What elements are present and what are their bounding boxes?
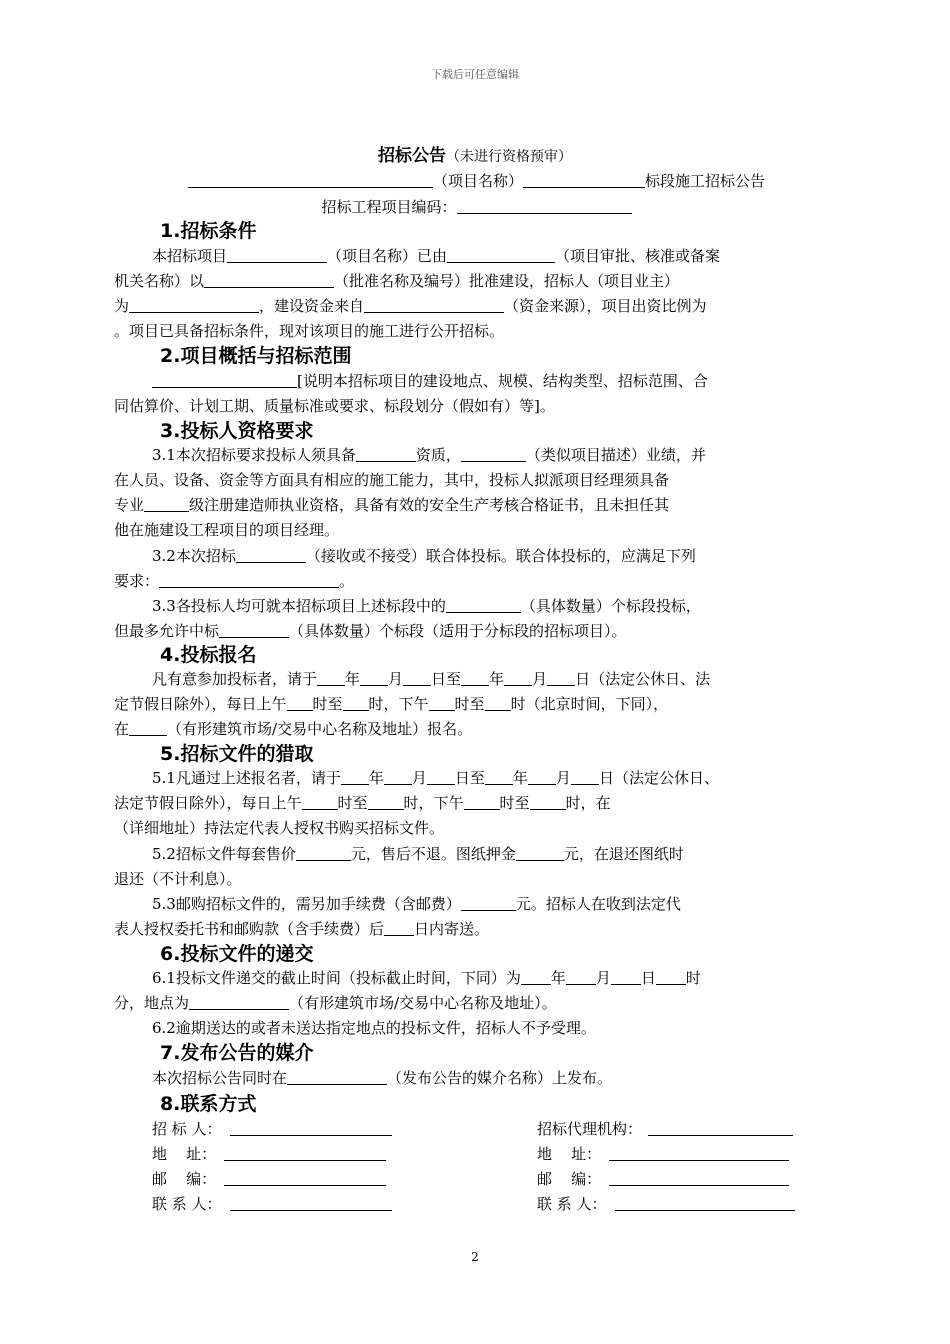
t: 元。招标人在收到法定代 — [515, 895, 681, 913]
blank — [516, 844, 564, 861]
t: 日 — [640, 969, 656, 987]
s5-p3-line-1 — [114, 894, 839, 914]
blank — [230, 1119, 392, 1136]
contact-right-3 — [537, 1169, 789, 1189]
blank — [236, 546, 306, 563]
subtitle-a: （项目名称） — [432, 172, 523, 190]
blank — [360, 669, 388, 686]
s3-p1-line-1 — [114, 445, 839, 465]
s1-line-4: 。项目已具备招标条件，现对该项目的施工进行公开招标。 — [114, 322, 505, 340]
t: 机关名称）以 — [114, 272, 205, 290]
page-header: 下载后可任意编辑 — [431, 68, 519, 81]
t: 要求： — [114, 572, 160, 590]
blank — [447, 246, 555, 263]
blank — [129, 296, 259, 313]
subtitle-b: 标段施工招标公告 — [645, 172, 766, 190]
t: 法定节假日除外），每日上午 — [114, 794, 302, 812]
section-8-heading: 8.联系方式 — [160, 1093, 257, 1115]
t: 邮 编： — [537, 1170, 602, 1188]
section-6-heading: 6.投标文件的递交 — [160, 943, 314, 965]
contact-right-2 — [537, 1144, 789, 1164]
section-3-heading: 3.投标人资格要求 — [160, 420, 314, 442]
t: 日内寄送。 — [414, 920, 490, 938]
notice-title — [0, 141, 950, 166]
blank — [159, 571, 339, 588]
blank — [485, 768, 513, 785]
t: 5.1凡通过上述报名者，请于 — [152, 769, 341, 787]
s6-p2: 6.2逾期送达的或者未送达指定地点的投标文件，招标人不予受理。 — [152, 1019, 596, 1037]
t: （批准名称及编号）批准建设，招标人（项目业主） — [334, 272, 680, 290]
blank-section — [523, 171, 645, 188]
t: 5.3邮购招标文件的，需另加手续费（含邮费） — [152, 895, 461, 913]
t: 专业 — [114, 496, 145, 514]
t: 为 — [114, 297, 130, 315]
t: 年 — [368, 769, 384, 787]
t: 时至 — [337, 794, 368, 812]
t: 月 — [555, 769, 571, 787]
s1-line-3 — [114, 296, 839, 316]
t: 联 系 人： — [537, 1195, 607, 1213]
blank — [204, 271, 334, 288]
t: 邮 编： — [152, 1170, 217, 1188]
t: 招 标 人： — [152, 1120, 222, 1138]
s5-p2-line-2: 退还（不计利息）。 — [114, 870, 242, 888]
t: 时，下午 — [368, 695, 429, 713]
t: 6.1投标文件递交的截止时间（投标截止时间，下同）为 — [152, 969, 521, 987]
blank — [356, 445, 416, 462]
blank — [566, 968, 596, 985]
contact-left-4 — [152, 1194, 392, 1214]
contact-left-3 — [152, 1169, 386, 1189]
blank — [317, 669, 345, 686]
blank — [528, 768, 556, 785]
s3-p1-line-4: 他在施建设工程项目的项目经理。 — [114, 521, 340, 539]
blank — [341, 768, 369, 785]
t: 定节假日除外），每日上午 — [114, 695, 287, 713]
t: 日（法定公休日、 — [598, 769, 719, 787]
t: [说明本招标项目的建设地点、规模、结构类型、招标范围、合 — [297, 372, 708, 390]
t: 月 — [411, 769, 427, 787]
t: 地 址： — [152, 1145, 217, 1163]
blank — [461, 894, 516, 911]
t: （具体数量）个标段投标， — [520, 597, 701, 615]
title-sub: （未进行资格预审） — [446, 149, 572, 165]
t: 年 — [512, 769, 528, 787]
t: 分，地点为 — [114, 994, 190, 1012]
t: 招标代理机构： — [537, 1120, 643, 1138]
blank — [287, 694, 313, 711]
t: ，建设资金来自 — [259, 297, 365, 315]
t: 联 系 人： — [152, 1195, 222, 1213]
blank — [530, 793, 566, 810]
t: （类似项目描述）业绩，并 — [525, 446, 706, 464]
s5-p1-line-2 — [114, 793, 839, 813]
blank — [384, 919, 414, 936]
blank — [129, 719, 167, 736]
t: 级注册建造师执业资格，具备有效的安全生产考核合格证书，且未担任其 — [189, 496, 670, 514]
t: 元，在退还图纸时 — [563, 845, 684, 863]
blank — [504, 669, 532, 686]
blank — [461, 669, 489, 686]
s7-line-1 — [114, 1068, 839, 1088]
t: 时至 — [454, 695, 485, 713]
project-code — [114, 197, 839, 217]
page-number: 2 — [471, 1250, 479, 1264]
blank — [189, 993, 289, 1010]
t: 地 址： — [537, 1145, 602, 1163]
s3-p1-line-2: 在人员、设备、资金等方面具有相应的施工能力，其中，投标人拟派项目经理须具备 — [114, 471, 670, 489]
blank — [224, 1169, 386, 1186]
blank — [384, 768, 412, 785]
s6-p1-line-1 — [114, 968, 839, 988]
s6-p1-line-2 — [114, 993, 839, 1013]
s2-line-2: 同估算价、计划工期、质量标准或要求、标段划分（假如有）等]。 — [114, 397, 555, 415]
s1-line-1 — [114, 246, 839, 266]
subtitle — [114, 171, 839, 191]
blank — [152, 371, 297, 388]
t: 时（北京时间，下同）， — [510, 695, 669, 713]
s5-p2-line-1 — [114, 844, 839, 864]
contact-left-2 — [152, 1144, 386, 1164]
section-2-heading: 2.项目概括与招标范围 — [160, 345, 352, 367]
s3-p2-line-1 — [114, 546, 839, 566]
blank-code — [457, 197, 632, 214]
s3-p1-line-3 — [114, 495, 839, 515]
t: 3.1本次招标要求投标人须具备 — [152, 446, 356, 464]
section-1-heading: 1.招标条件 — [160, 220, 257, 242]
s1-line-2 — [114, 271, 839, 291]
t: 本招标项目 — [152, 247, 228, 265]
s5-p1-line-1 — [114, 768, 839, 788]
section-7-heading: 7.发布公告的媒介 — [160, 1042, 314, 1064]
blank — [427, 768, 455, 785]
blank — [343, 694, 369, 711]
t: 日至 — [431, 670, 462, 688]
t: 在 — [114, 720, 130, 738]
s2-line-1 — [114, 371, 839, 391]
section-4-heading: 4.投标报名 — [160, 644, 257, 666]
blank — [656, 968, 686, 985]
code-label: 招标工程项目编码： — [321, 198, 457, 216]
contact-left-1 — [152, 1119, 392, 1139]
blank — [368, 793, 404, 810]
blank — [219, 621, 289, 638]
blank-project-name — [188, 171, 433, 188]
t: 3.2本次招标 — [152, 547, 236, 565]
t: （接收或不接受）联合体投标。联合体投标的，应满足下列 — [305, 547, 696, 565]
blank — [485, 694, 511, 711]
t: 日至 — [454, 769, 485, 787]
s5-p1-line-3: （详细地址）持法定代表人授权书购买招标文件。 — [114, 819, 445, 837]
blank — [461, 445, 526, 462]
t: 。 — [339, 572, 355, 590]
t: 年 — [345, 670, 361, 688]
blank — [224, 1144, 386, 1161]
t: （有形建筑市场/交易中心名称及地址）。 — [289, 994, 557, 1012]
t: 月 — [595, 969, 611, 987]
t: （具体数量）个标段（适用于分标段的招标项目）。 — [289, 622, 627, 640]
s3-p2-line-2 — [114, 571, 839, 591]
t: 年 — [550, 969, 566, 987]
t: （项目审批、核准或备案 — [555, 247, 721, 265]
t: （资金来源），项目出资比例为 — [504, 297, 707, 315]
t: 时至 — [499, 794, 530, 812]
blank — [571, 768, 599, 785]
blank — [287, 1068, 387, 1085]
t: 元，售后不退。图纸押金 — [350, 845, 516, 863]
t: （有形建筑市场/交易中心名称及地址）报名。 — [167, 720, 473, 738]
blank — [615, 1194, 795, 1211]
t: 但最多允许中标 — [114, 622, 220, 640]
t: 时至 — [312, 695, 343, 713]
s4-line-3 — [114, 719, 839, 739]
t: （项目名称）已由 — [327, 247, 448, 265]
title-main: 招标公告 — [378, 146, 446, 166]
s5-p3-line-2 — [114, 919, 839, 939]
section-5-heading: 5.招标文件的猎取 — [160, 743, 314, 765]
blank — [609, 1169, 789, 1186]
t: 资质， — [415, 446, 461, 464]
contact-right-1 — [537, 1119, 793, 1139]
blank — [464, 793, 500, 810]
t: 凡有意参加投标者，请于 — [152, 670, 318, 688]
blank — [227, 246, 327, 263]
blank — [302, 793, 338, 810]
s3-p3-line-2 — [114, 621, 839, 641]
s3-p3-line-1 — [114, 596, 839, 616]
t: 日（法定公休日、法 — [575, 670, 711, 688]
t: （发布公告的媒介名称）上发布。 — [387, 1069, 613, 1087]
blank — [446, 596, 521, 613]
blank — [144, 495, 189, 512]
t: 时，下午 — [403, 794, 464, 812]
contact-right-4 — [537, 1194, 795, 1214]
t: 本次招标公告同时在 — [152, 1069, 288, 1087]
blank — [230, 1194, 392, 1211]
blank — [648, 1119, 793, 1136]
t: 3.3各投标人均可就本招标项目上述标段中的 — [152, 597, 446, 615]
blank — [364, 296, 504, 313]
blank — [296, 844, 351, 861]
t: 年 — [489, 670, 505, 688]
t: 时 — [685, 969, 701, 987]
blank — [429, 694, 455, 711]
s4-line-2 — [114, 694, 839, 714]
blank — [547, 669, 575, 686]
t: 月 — [532, 670, 548, 688]
blank — [609, 1144, 789, 1161]
blank — [611, 968, 641, 985]
blank — [403, 669, 431, 686]
t: 5.2招标文件每套售价 — [152, 845, 296, 863]
s4-line-1 — [114, 669, 839, 689]
blank — [521, 968, 551, 985]
t: 时，在 — [565, 794, 611, 812]
t: 月 — [388, 670, 404, 688]
t: 表人授权委托书和邮购款（含手续费）后 — [114, 920, 385, 938]
